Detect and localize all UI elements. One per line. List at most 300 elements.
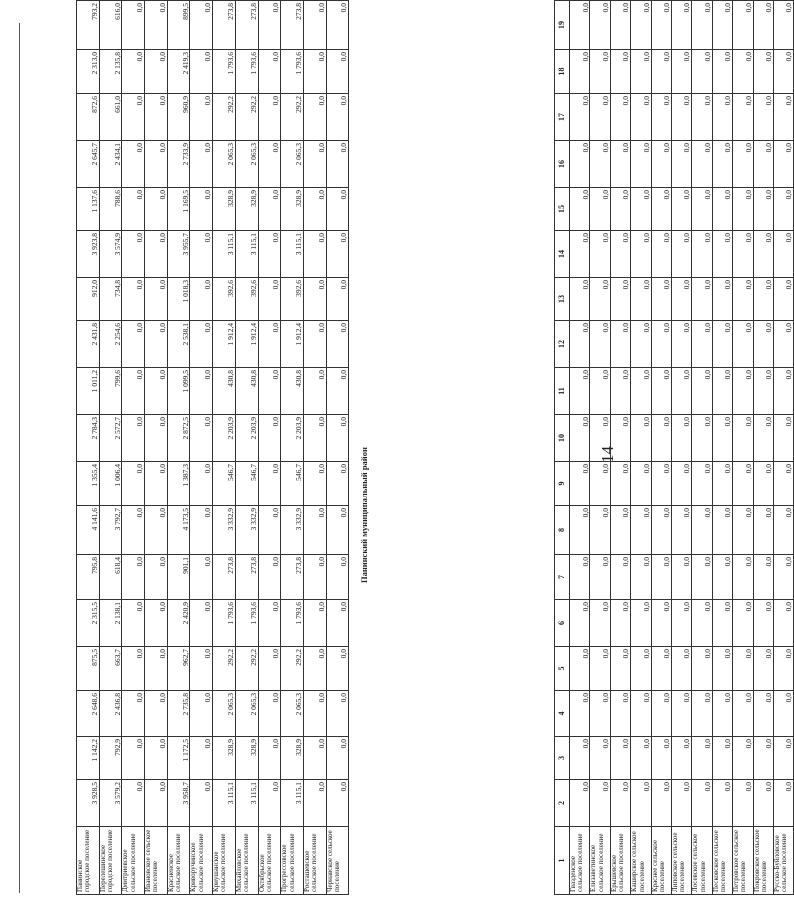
value-cell: 0,0 [258,321,281,368]
value-cell: 2 065,3 [235,691,258,737]
value-cell: 0,0 [122,231,145,278]
value-cell: 0,0 [258,231,281,278]
value-cell: 0,0 [773,94,793,141]
value-cell: 0,0 [145,555,168,600]
value-cell: 0,0 [122,321,145,368]
value-cell: 546,7 [281,462,304,506]
value-cell: 0,0 [651,415,671,462]
header-cell: 19 [555,1,570,50]
value-cell: 0,0 [303,94,326,141]
value-cell: 0,0 [671,188,691,231]
value-cell: 0,0 [773,415,793,462]
value-cell: 0,0 [671,50,691,94]
value-cell: 901,1 [167,555,190,600]
value-cell: 1 006,4 [99,462,122,506]
value-cell: 0,0 [631,415,651,462]
row-label: Октябрьское сельское поселение [258,827,281,895]
value-cell: 616,0 [99,1,122,50]
table-row [326,1,349,895]
value-cell: 0,0 [733,462,753,506]
value-cell: 0,0 [190,188,213,231]
value-cell: 0,0 [303,231,326,278]
value-cell: 0,0 [190,780,213,827]
value-cell: 872,6 [77,94,100,141]
value-cell: 0,0 [303,691,326,737]
value-cell: 392,6 [281,278,304,321]
value-cell: 4 141,6 [77,506,100,555]
value-cell: 0,0 [631,278,651,321]
row-label: Росташевское сельское поселение [303,827,326,895]
value-cell: 1 793,6 [281,600,304,647]
value-cell: 0,0 [773,321,793,368]
value-cell: 3 115,1 [281,780,304,827]
value-cell: 0,0 [753,415,773,462]
value-cell: 2 784,3 [77,415,100,462]
value-cell: 0,0 [753,50,773,94]
value-cell: 0,0 [712,50,732,94]
value-cell: 0,0 [753,462,773,506]
value-cell: 0,0 [326,506,349,555]
value-cell: 0,0 [122,737,145,780]
value-cell: 0,0 [631,506,651,555]
value-cell: 0,0 [303,600,326,647]
value-cell: 0,0 [258,1,281,50]
value-cell: 2 065,3 [281,141,304,188]
value-cell: 0,0 [258,691,281,737]
table-row [671,1,691,895]
value-cell: 0,0 [122,94,145,141]
value-cell: 328,9 [235,737,258,780]
value-cell: 292,2 [213,94,236,141]
value-cell: 0,0 [326,50,349,94]
value-cell: 0,0 [651,141,671,188]
value-cell: 0,0 [122,141,145,188]
value-cell: 0,0 [570,600,590,647]
header-cell: 11 [555,368,570,415]
row-label: Прогрессовское сельское поселение [281,827,304,895]
row-label: Покровское сельское поселение [753,827,773,895]
value-cell: 0,0 [122,691,145,737]
value-cell: 0,0 [671,737,691,780]
value-cell: 273,8 [213,555,236,600]
margin-rule [19,23,20,893]
value-cell: 0,0 [692,462,712,506]
value-cell: 799,6 [99,368,122,415]
value-cell: 0,0 [773,462,793,506]
value-cell: 0,0 [122,506,145,555]
value-cell: 0,0 [190,231,213,278]
table-row [733,1,753,895]
value-cell: 0,0 [733,231,753,278]
value-cell: 0,0 [753,1,773,50]
header-cell: 4 [555,691,570,737]
value-cell: 0,0 [671,415,691,462]
value-cell: 1 793,6 [235,50,258,94]
value-cell: 0,0 [590,50,610,94]
value-cell: 962,7 [167,647,190,691]
value-cell: 3 115,1 [213,780,236,827]
row-label: Липовское сельское поселение [671,827,691,895]
value-cell: 0,0 [712,188,732,231]
value-cell: 0,0 [122,780,145,827]
value-cell: 0,0 [122,555,145,600]
value-cell: 0,0 [190,278,213,321]
value-cell: 0,0 [190,462,213,506]
value-cell: 661,0 [99,94,122,141]
value-cell: 0,0 [570,1,590,50]
value-cell: 3 928,5 [77,780,100,827]
value-cell: 0,0 [590,506,610,555]
value-cell: 0,0 [733,1,753,50]
value-cell: 1 018,3 [167,278,190,321]
value-cell: 0,0 [145,321,168,368]
value-cell: 0,0 [651,600,671,647]
value-cell: 0,0 [590,321,610,368]
value-cell: 0,0 [651,737,671,780]
row-label: Петровское сельское поселение [733,827,753,895]
value-cell: 1 172,5 [167,737,190,780]
table-row [651,1,671,895]
value-cell: 0,0 [570,647,590,691]
value-cell: 2 138,1 [99,600,122,647]
value-cell: 273,8 [281,555,304,600]
value-cell: 0,0 [692,780,712,827]
value-cell: 273,8 [213,1,236,50]
value-cell: 0,0 [570,691,590,737]
value-cell: 0,0 [610,1,630,50]
value-cell: 0,0 [326,94,349,141]
value-cell: 0,0 [258,600,281,647]
header-cell: 6 [555,600,570,647]
value-cell: 2 065,3 [235,141,258,188]
value-cell: 0,0 [303,188,326,231]
value-cell: 0,0 [712,462,732,506]
value-cell: 0,0 [590,647,610,691]
value-cell: 0,0 [712,141,732,188]
value-cell: 2 735,8 [167,691,190,737]
value-cell: 0,0 [190,415,213,462]
value-cell: 0,0 [773,506,793,555]
value-cell: 0,0 [671,94,691,141]
value-cell: 0,0 [570,555,590,600]
value-cell: 0,0 [326,600,349,647]
value-cell: 0,0 [631,1,651,50]
value-cell: 0,0 [631,691,651,737]
value-cell: 0,0 [190,1,213,50]
value-cell: 430,8 [235,368,258,415]
value-cell: 0,0 [145,691,168,737]
value-cell: 0,0 [303,368,326,415]
value-cell: 0,0 [590,600,610,647]
value-cell: 0,0 [590,94,610,141]
value-cell: 0,0 [610,188,630,231]
value-cell: 0,0 [733,50,753,94]
value-cell: 0,0 [570,94,590,141]
value-cell: 2 065,3 [281,691,304,737]
value-cell: 0,0 [733,555,753,600]
value-cell: 0,0 [631,737,651,780]
row-label: Криворучинское сельское поселение [190,827,213,895]
value-cell: 0,0 [258,647,281,691]
value-cell: 0,0 [631,94,651,141]
value-cell: 0,0 [631,188,651,231]
table-bottom [76,0,349,895]
value-cell: 795,8 [77,555,100,600]
value-cell: 0,0 [610,555,630,600]
value-cell: 4 173,5 [167,506,190,555]
value-cell: 1 169,5 [167,188,190,231]
value-cell: 899,5 [167,1,190,50]
value-cell: 0,0 [692,1,712,50]
value-cell: 0,0 [753,506,773,555]
value-cell: 0,0 [692,368,712,415]
value-cell: 392,6 [213,278,236,321]
value-cell: 292,2 [281,94,304,141]
value-cell: 0,0 [631,141,651,188]
value-cell: 2 872,5 [167,415,190,462]
value-cell: 0,0 [122,50,145,94]
value-cell: 0,0 [733,94,753,141]
value-cell: 0,0 [773,600,793,647]
table-row [167,1,190,895]
value-cell: 0,0 [753,94,773,141]
value-cell: 0,0 [753,141,773,188]
value-cell: 1 099,5 [167,368,190,415]
row-label: Чернавское сельское поселение [326,827,349,895]
value-cell: 0,0 [671,231,691,278]
value-cell: 0,0 [590,188,610,231]
value-cell: 0,0 [190,141,213,188]
value-cell: 0,0 [122,600,145,647]
value-cell: 3 115,1 [235,780,258,827]
value-cell: 0,0 [610,506,630,555]
value-cell: 0,0 [570,368,590,415]
value-cell: 0,0 [303,555,326,600]
value-cell: 0,0 [773,555,793,600]
value-cell: 1 912,4 [213,321,236,368]
value-cell: 2 420,9 [167,600,190,647]
value-cell: 792,9 [99,737,122,780]
value-cell: 0,0 [753,780,773,827]
value-cell: 0,0 [692,600,712,647]
header-cell: 15 [555,188,570,231]
value-cell: 0,0 [570,462,590,506]
value-cell: 0,0 [712,1,732,50]
value-cell: 328,9 [213,188,236,231]
value-cell: 0,0 [671,278,691,321]
value-cell: 0,0 [610,94,630,141]
value-cell: 0,0 [570,506,590,555]
value-cell: 0,0 [610,737,630,780]
value-cell: 3 115,1 [281,231,304,278]
value-cell: 0,0 [570,141,590,188]
value-cell: 663,7 [99,647,122,691]
row-label: Красненское сельское поселение [167,827,190,895]
value-cell: 2 313,0 [77,50,100,94]
value-cell: 0,0 [692,506,712,555]
value-cell: 0,0 [326,780,349,827]
value-cell: 0,0 [733,506,753,555]
value-cell: 0,0 [753,278,773,321]
value-cell: 0,0 [631,600,651,647]
value-cell: 0,0 [773,691,793,737]
value-cell: 2 065,3 [213,141,236,188]
value-cell: 0,0 [651,50,671,94]
value-cell: 0,0 [712,415,732,462]
value-cell: 0,0 [773,141,793,188]
row-label: Перелешинское городское поселение [99,827,122,895]
value-cell: 0,0 [733,368,753,415]
header-cell: 2 [555,780,570,827]
value-cell: 0,0 [145,50,168,94]
value-cell: 0,0 [145,368,168,415]
value-cell: 0,0 [190,647,213,691]
value-cell: 0,0 [190,321,213,368]
value-cell: 0,0 [570,278,590,321]
value-cell: 2 135,8 [99,50,122,94]
value-cell: 0,0 [590,780,610,827]
value-cell: 0,0 [773,737,793,780]
row-label: Лосевское сельское поселение [692,827,712,895]
value-cell: 0,0 [122,647,145,691]
row-label: Гвазденское сельское поселение [570,827,590,895]
row-label: Михайловское сельское поселение [235,827,258,895]
row-label: Панинское городское поселение [77,827,100,895]
value-cell: 0,0 [145,462,168,506]
region-title: Панинский муниципальный район [359,447,369,583]
value-cell: 3 115,1 [213,231,236,278]
value-cell: 0,0 [258,278,281,321]
value-cell: 273,8 [235,1,258,50]
value-cell: 0,0 [733,188,753,231]
value-cell: 0,0 [326,1,349,50]
value-cell: 0,0 [753,600,773,647]
value-cell: 0,0 [671,1,691,50]
row-label: Дмитриевское сельское поселение [122,827,145,895]
value-cell: 0,0 [258,780,281,827]
header-cell: 1 [555,827,570,895]
value-cell: 0,0 [258,737,281,780]
value-cell: 0,0 [570,321,590,368]
value-cell: 0,0 [326,647,349,691]
value-cell: 0,0 [712,231,732,278]
table-row [692,1,712,895]
value-cell: 0,0 [733,415,753,462]
value-cell: 0,0 [590,555,610,600]
value-cell: 3 332,9 [213,506,236,555]
value-cell: 546,7 [213,462,236,506]
value-cell: 0,0 [753,231,773,278]
value-cell: 0,0 [590,737,610,780]
value-cell: 0,0 [753,737,773,780]
header-cell: 9 [555,462,570,506]
value-cell: 0,0 [773,188,793,231]
value-cell: 546,7 [235,462,258,506]
value-cell: 0,0 [303,278,326,321]
value-cell: 3 332,9 [235,506,258,555]
value-cell: 0,0 [671,691,691,737]
table-row [570,1,590,895]
value-cell: 0,0 [570,737,590,780]
value-cell: 2 538,1 [167,321,190,368]
value-cell: 0,0 [610,647,630,691]
value-cell: 0,0 [712,94,732,141]
value-cell: 0,0 [190,94,213,141]
value-cell: 0,0 [712,278,732,321]
value-cell: 0,0 [712,368,732,415]
table-row [145,1,168,895]
value-cell: 0,0 [145,278,168,321]
value-cell: 2 203,9 [235,415,258,462]
value-cell: 0,0 [590,141,610,188]
value-cell: 0,0 [651,462,671,506]
header-cell: 14 [555,231,570,278]
value-cell: 0,0 [610,415,630,462]
value-cell: 2 203,9 [213,415,236,462]
value-cell: 292,2 [235,647,258,691]
value-cell: 0,0 [145,647,168,691]
value-cell: 0,0 [671,141,691,188]
value-cell: 292,2 [235,94,258,141]
value-cell: 0,0 [610,780,630,827]
table-row [631,1,651,895]
value-cell: 0,0 [303,647,326,691]
value-cell: 0,0 [671,647,691,691]
value-cell: 0,0 [303,141,326,188]
value-cell: 0,0 [610,278,630,321]
row-label: Елизаветинское сельское поселение [590,827,610,895]
value-cell: 0,0 [692,231,712,278]
value-cell: 1 137,6 [77,188,100,231]
value-cell: 0,0 [326,368,349,415]
value-cell: 0,0 [258,188,281,231]
value-cell: 0,0 [303,462,326,506]
value-cell: 0,0 [733,321,753,368]
value-cell: 3 923,8 [77,231,100,278]
value-cell: 0,0 [590,415,610,462]
value-cell: 0,0 [145,600,168,647]
row-label: Каширское сельское поселение [631,827,651,895]
value-cell: 328,9 [281,737,304,780]
value-cell: 0,0 [570,50,590,94]
value-cell: 0,0 [671,368,691,415]
value-cell: 0,0 [145,780,168,827]
value-cell: 0,0 [733,141,753,188]
value-cell: 0,0 [773,278,793,321]
row-label: Песковское сельское поселение [712,827,732,895]
value-cell: 1 793,6 [213,600,236,647]
value-cell: 1 793,6 [281,50,304,94]
value-cell: 0,0 [671,506,691,555]
value-cell: 0,0 [258,141,281,188]
value-cell: 0,0 [631,368,651,415]
value-cell: 0,0 [303,1,326,50]
value-cell: 0,0 [651,94,671,141]
value-cell: 0,0 [145,506,168,555]
value-cell: 0,0 [651,321,671,368]
value-cell: 618,4 [99,555,122,600]
header-cell: 12 [555,321,570,368]
header-cell: 18 [555,50,570,94]
value-cell: 0,0 [733,737,753,780]
value-cell: 2 431,8 [77,321,100,368]
value-cell: 0,0 [631,555,651,600]
table-top [554,0,794,895]
value-cell: 0,0 [145,141,168,188]
value-cell: 0,0 [610,462,630,506]
value-cell: 0,0 [692,415,712,462]
value-cell: 0,0 [671,600,691,647]
